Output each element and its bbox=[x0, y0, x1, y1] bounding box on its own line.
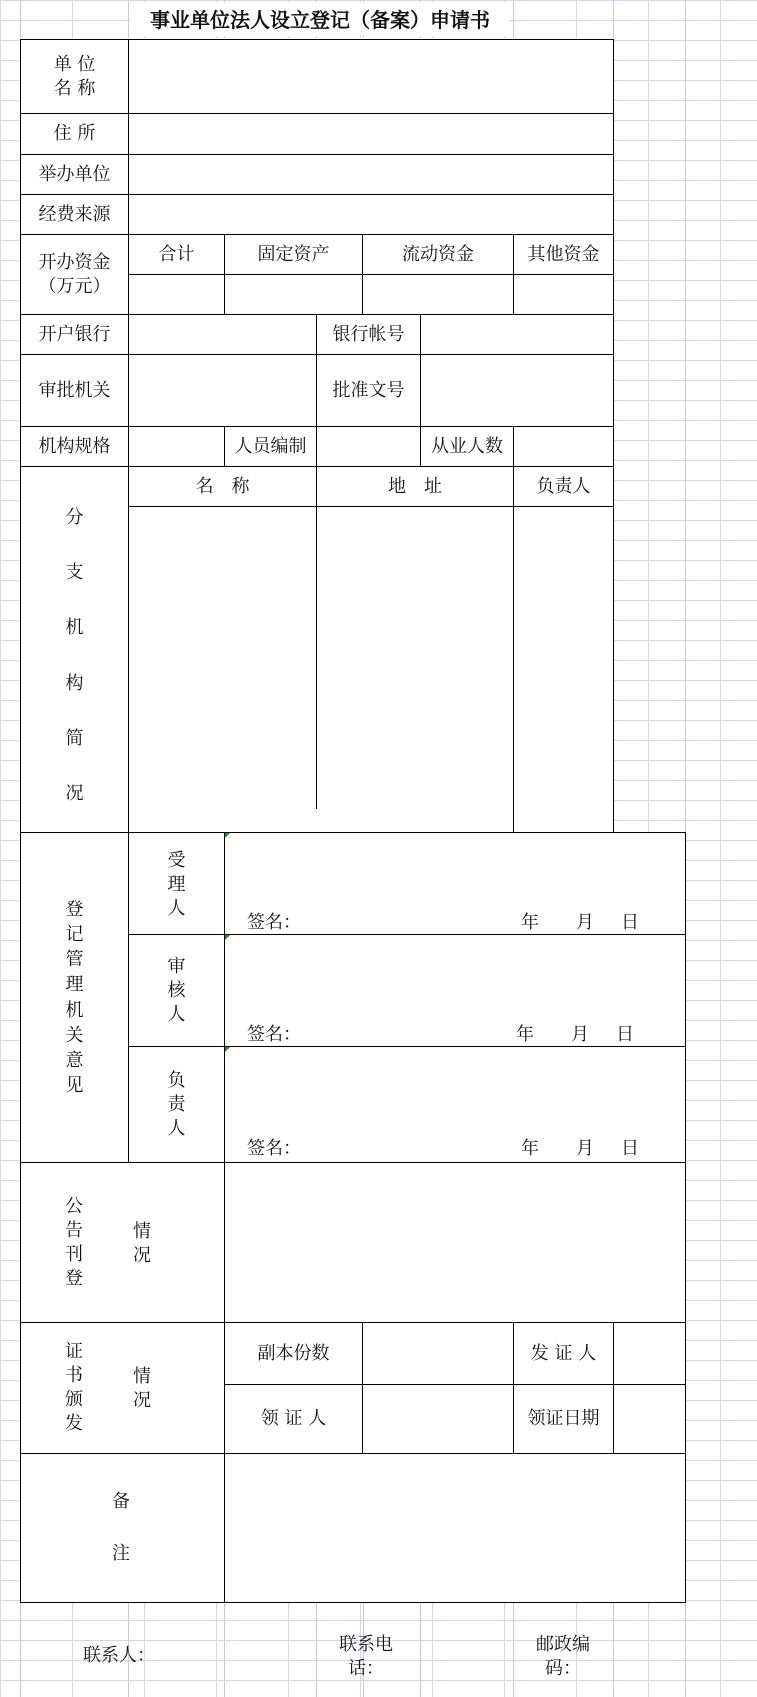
cell-marker bbox=[225, 1047, 230, 1052]
sponsor-field[interactable] bbox=[129, 155, 613, 194]
address-label: 住 所 bbox=[53, 123, 96, 144]
copies-label: 副本份数 bbox=[257, 1342, 330, 1364]
receiver-role-label: 受 理 人 bbox=[167, 850, 186, 919]
cell-marker bbox=[225, 935, 230, 940]
year-label: 年 bbox=[521, 912, 539, 933]
cell-marker bbox=[225, 833, 230, 838]
sign-label: 签名： bbox=[247, 912, 301, 933]
page-title: 事业单位法人设立登记（备案）申请书 bbox=[150, 8, 490, 32]
year-label: 年 bbox=[516, 1024, 534, 1045]
approval-doc-label: 批准文号 bbox=[332, 379, 405, 401]
org-spec-label: 机构规格 bbox=[38, 435, 111, 457]
branch-section-label: 分 支 机 构 简 况 bbox=[65, 507, 84, 804]
year-label: 年 bbox=[521, 1138, 539, 1159]
funding-source-field[interactable] bbox=[129, 195, 613, 234]
receiver-label: 领 证 人 bbox=[260, 1408, 327, 1429]
sign-label: 签名： bbox=[247, 1024, 301, 1045]
unit-name-field[interactable] bbox=[129, 40, 613, 113]
address-field[interactable] bbox=[129, 114, 613, 154]
day-label: 日 bbox=[621, 1138, 639, 1159]
branch-head-header: 负责人 bbox=[536, 475, 591, 497]
day-label: 日 bbox=[621, 912, 639, 933]
funds-other-header: 其他资金 bbox=[527, 243, 600, 265]
account-no-label: 银行帐号 bbox=[332, 323, 405, 345]
branch-name-header: 名 称 bbox=[195, 475, 250, 497]
certificate-status-label: 情 况 bbox=[133, 1366, 151, 1411]
phone-label: 联系电 话： bbox=[339, 1634, 393, 1679]
sign-label: 签名： bbox=[247, 1138, 301, 1159]
month-label: 月 bbox=[576, 1138, 594, 1159]
principal-role-label: 负 责 人 bbox=[167, 1070, 186, 1139]
postcode-label: 邮政编 码： bbox=[536, 1634, 590, 1679]
receive-date-label: 领证日期 bbox=[527, 1408, 600, 1429]
approval-authority-label: 审批机关 bbox=[38, 379, 111, 401]
start-funds-label: 开办资金 （万元） bbox=[38, 251, 111, 297]
funds-total-header: 合计 bbox=[158, 243, 195, 265]
month-label: 月 bbox=[571, 1024, 589, 1045]
unit-name-label: 单 位 名 称 bbox=[53, 53, 96, 99]
bank-label: 开户银行 bbox=[38, 323, 111, 345]
certificate-section-label: 证 书 颁 发 bbox=[65, 1341, 83, 1434]
staff-quota-label: 人员编制 bbox=[234, 435, 307, 457]
announce-section-label: 公 告 刊 登 bbox=[65, 1196, 83, 1289]
day-label: 日 bbox=[616, 1024, 634, 1045]
reviewer-role-label: 审 核 人 bbox=[167, 956, 186, 1025]
remarks-label: 备 注 bbox=[112, 1491, 130, 1564]
sponsor-label: 举办单位 bbox=[38, 163, 111, 185]
funds-fixed-header: 固定资产 bbox=[257, 243, 330, 265]
issuer-label: 发 证 人 bbox=[530, 1342, 597, 1364]
branch-address-header: 地 址 bbox=[388, 475, 442, 497]
contact-label: 联系人： bbox=[83, 1645, 155, 1666]
announce-status-label: 情 况 bbox=[133, 1221, 151, 1266]
employees-label: 从业人数 bbox=[431, 435, 503, 457]
funds-current-header: 流动资金 bbox=[402, 243, 474, 265]
month-label: 月 bbox=[576, 912, 594, 933]
funding-source-label: 经费来源 bbox=[38, 203, 111, 225]
registry-section-label: 登 记 管 理 机 关 意 见 bbox=[65, 899, 84, 1096]
